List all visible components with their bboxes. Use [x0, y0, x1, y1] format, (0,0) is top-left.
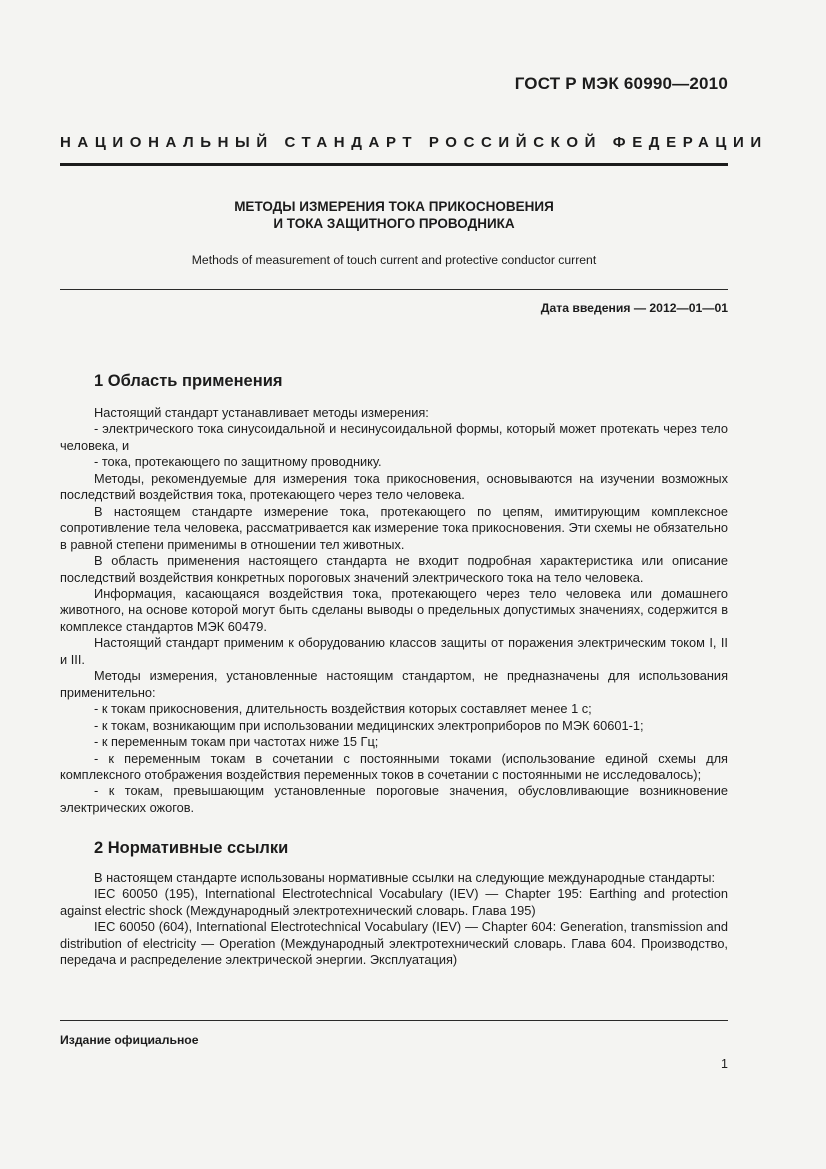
paragraph: Информация, касающаяся воздействия тока, протекающего через тело человека или домашнего животного, на основе которой могут быть сделаны выводы о предельных допустимых значениях, содержится в комплексе стандартов МЭК 60479. — [60, 585, 728, 634]
paragraph: В настоящем стандарте использованы нормативные ссылки на следующие международные стандарты: — [94, 870, 716, 885]
paragraph: Методы измерения, установленные настоящим стандартом, не предназначены для использования применительно: — [60, 668, 728, 700]
title-divider — [60, 289, 728, 290]
page-number: 1 — [721, 1057, 728, 1071]
section-heading: 1 Область применения — [94, 372, 283, 390]
paragraph: В область применения настоящего стандарта не входит подробная характеристика или описание последствий воздействия конкретных пороговых значений электрического тока на тело человека. — [60, 553, 728, 585]
list-item: - тока, протекающего по защитному проводнику. — [94, 454, 382, 470]
reference-item: IEC 60050 (195), International Electrotechnical Vocabulary (IEV) — Chapter 195: Earthing and protection against electric shock (Международный электротехнический словарь. Глава 195) — [60, 886, 728, 918]
section-heading: 2 Нормативные ссылки — [94, 839, 289, 857]
title-en: Methods of measurement of touch current and protective conductor current — [191, 253, 597, 267]
paragraph: Методы, рекомендуемые для измерения тока прикосновения, основываются на изучении возможных последствий воздействия тока, протекающего через тело человека. — [60, 470, 728, 503]
title-ru-line2: И ТОКА ЗАЩИТНОГО ПРОВОДНИКА — [273, 216, 515, 231]
paragraph: Настоящий стандарт применим к оборудованию классов защиты от поражения электрическим током I, II и III. — [60, 635, 728, 667]
national-standard-title: НАЦИОНАЛЬНЫЙ СТАНДАРТ РОССИЙСКОЙ ФЕДЕРАЦИИ — [60, 134, 768, 151]
list-item: - к токам, возникающим при использовании медицинских электроприборов по МЭК 60601-1; — [94, 717, 644, 733]
list-item: - к переменным токам при частотах ниже 15 Гц; — [94, 734, 379, 750]
reference-item: IEC 60050 (604), International Electrotechnical Vocabulary (IEV) — Chapter 604: Generation, transmission and distribution of electricity — Operation (Международный электротехнический словарь. Глава 604. Производство, передача и распределение электрической энергии. Эксплуатация) — [60, 919, 728, 968]
intro-date: Дата введения — 2012—01—01 — [540, 301, 728, 315]
list-item: - к переменным токам в сочетании с постоянными токами (использование единой схемы для комплексного отображения воздействия переменных токов в сочетании с постоянными не исследовалось); — [60, 750, 728, 782]
footer-divider — [60, 1020, 728, 1021]
list-item: - к токам, превышающим установленные пороговые значения, обусловливающие возникновение электрических ожогов. — [60, 783, 728, 815]
paragraph: Настоящий стандарт устанавливает методы измерения: — [94, 405, 429, 420]
list-item: - к токам прикосновения, длительность воздействия которых составляет менее 1 с; — [94, 701, 592, 717]
edition-label: Издание официальное — [60, 1033, 199, 1047]
list-item: - электрического тока синусоидальной и несинусоидальной формы, который может протекать через тело человека, и — [60, 421, 728, 453]
paragraph: В настоящем стандарте измерение тока, протекающего по цепям, имитирующим комплексное сопротивление тела человека, рассматривается как измерение тока прикосновения. Эти схемы не обязательно в равной степени применимы в отношении тел животных. — [60, 503, 728, 552]
document-title — [60, 198, 728, 268]
header-divider — [60, 163, 728, 166]
section-scope — [60, 371, 728, 816]
title-ru-line1: МЕТОДЫ ИЗМЕРЕНИЯ ТОКА ПРИКОСНОВЕНИЯ — [234, 199, 554, 214]
standard-code: ГОСТ Р МЭК 60990—2010 — [514, 74, 728, 93]
section-normative-references — [60, 838, 728, 969]
